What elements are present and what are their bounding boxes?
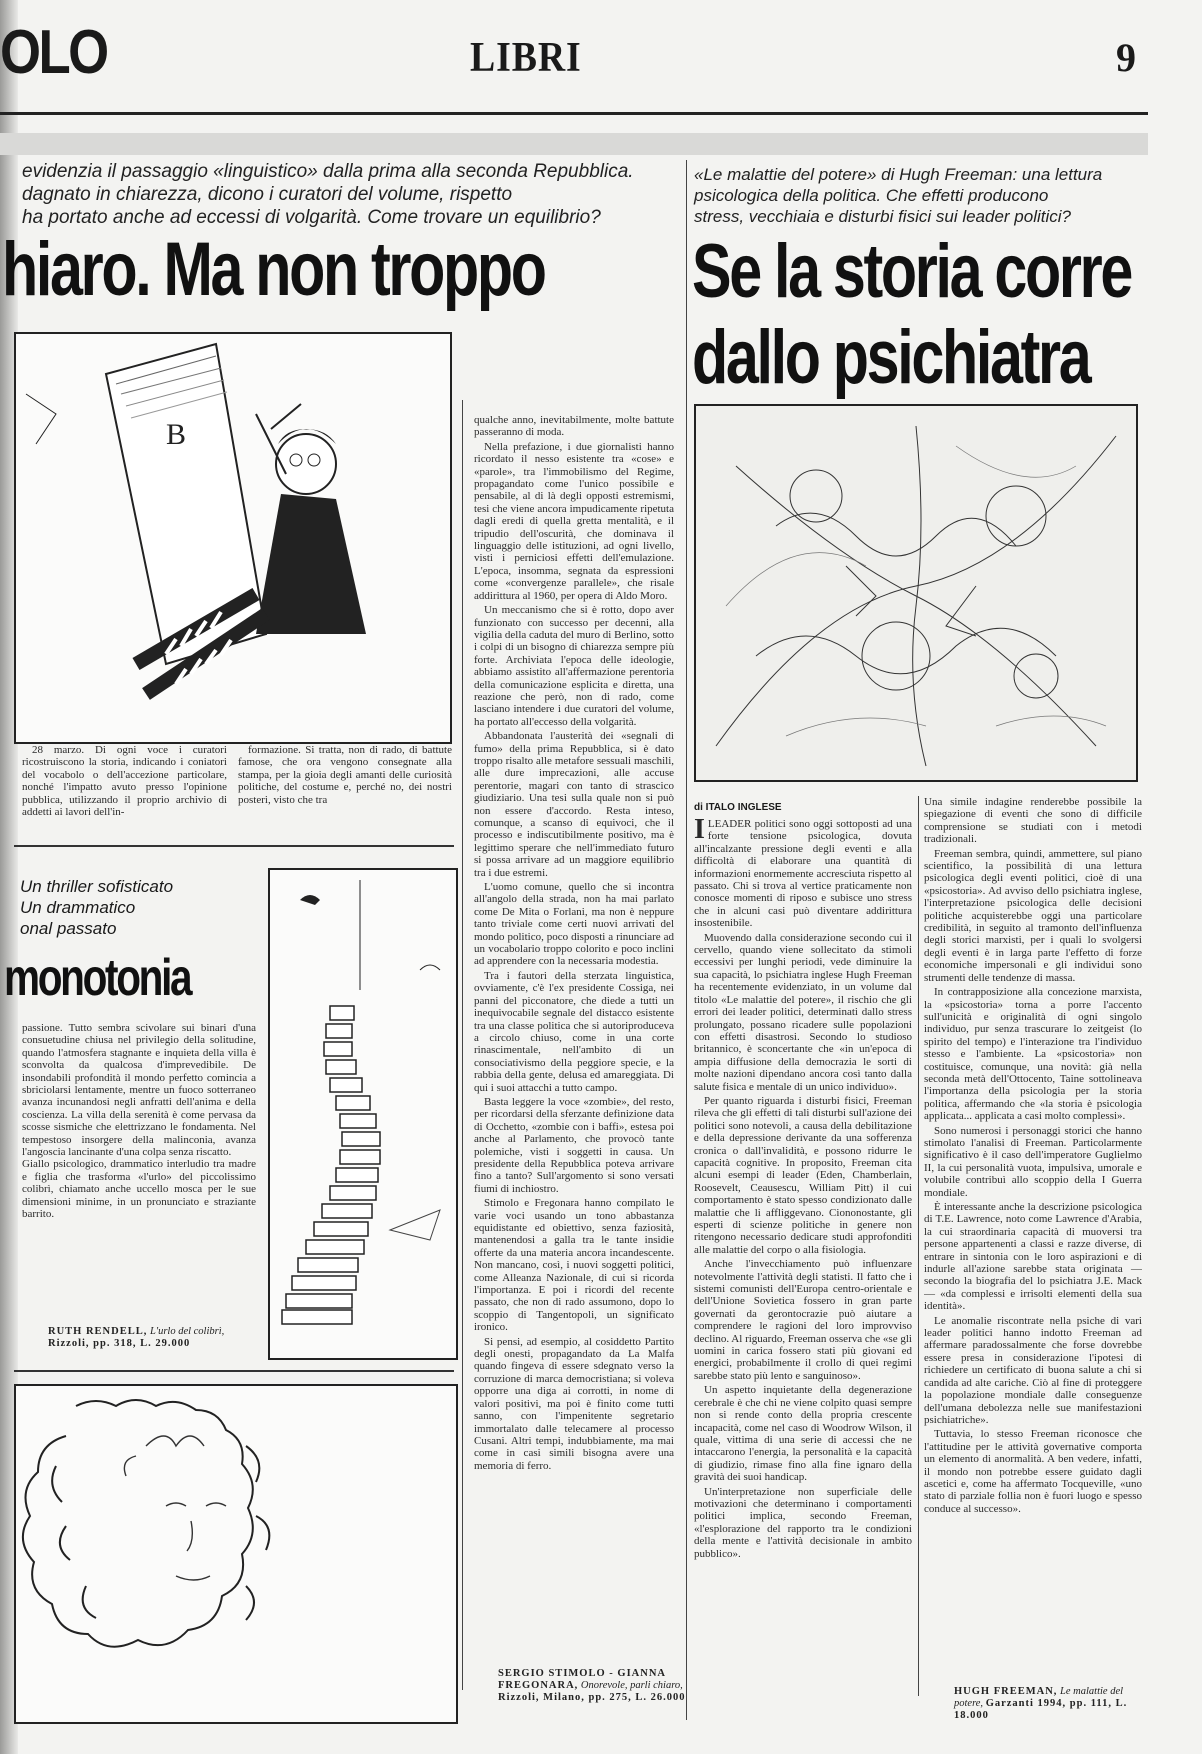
column-rule <box>686 160 687 1720</box>
engraving-drawing <box>696 406 1136 780</box>
kicker-line: ha portato anche ad eccessi di volgarità. Come trovare un equilibrio? <box>22 207 601 228</box>
paragraph: È interessante anche la descrizione psicologica di T.E. Lawrence, noto come Lawrence d'Arabia, la cui straordinaria capacità di muoversi tra persone appartenenti a classi e razze diverse, di entrare in sintonia con le loro aspirazioni e di indurle all'azione sarebbe stata originata — secondo la biografia del lo psichiatra J.E. Mack — «da complessi e irrisolti elementi della sua identità». <box>924 1201 1142 1313</box>
paragraph: Le anomalie riscontrate nella psiche di vari leader politici hanno indotto Freeman ad affermare paradossalmente che forse dovrebbe essere presa in considerazione l'ipotesi di richiedere un certificato di buona salute a chi si candida ad alte cariche. Ciò al fine di proteggere la popolazione mondiale dalle conseguenze dell'umana debolezza nelle sue manifestazioni psichiatriche». <box>924 1314 1142 1426</box>
drop-cap: I <box>694 818 705 845</box>
woman-drawing <box>16 1386 456 1722</box>
paragraph: Muovendo dalla considerazione secondo cui il cervello, quando viene sollecitato da stimoli eccessivi per lunghi periodi, vede diminuire la sua capacità, lo psichiatra inglese Hugh Freeman ha recentemente evidenziato, in un volume dal titolo «Le malattie del potere», il rischio che gli errori dei leader politici, determinati dallo stress prolungato, possano ricadere sulle popolazioni con effetti disastrosi. Secondo lo studioso britannico, è sconcertante che «in un'epoca di ampia diffusione della democrazia le sorti di molte nazioni dipendano ancora così tanto dalla salute fisica e mentale di un unico individuo». <box>694 931 912 1093</box>
divider <box>14 845 454 847</box>
credit-details: Rizzoli, Milano, pp. 275, L. 26.000 <box>498 1692 686 1703</box>
bird-staircase-illustration <box>268 868 458 1360</box>
byline: di ITALO INGLESE <box>694 802 782 813</box>
left-col1 <box>22 744 227 832</box>
right-col1 <box>694 818 912 1724</box>
credit-authors: RUTH RENDELL, <box>48 1326 148 1337</box>
kicker-line: dagnato in chiarezza, dicono i curatori del volume, rispetto <box>22 184 513 205</box>
column-rule <box>462 400 463 1690</box>
paragraph: Abbandonata l'austerità dei «segnali di fumo» della prima Repubblica, si è dato troppo risalto alle metafore sessuali maschili, alle dure imprecazioni, alle accuse perentorie, magari con tanto di strascico giudiziario. Una tesi sulla quale non si può non essere d'accordo. Resta inteso, comunque, a scanso di equivoci, che il processo e indiscutibilmente positivo, ma è legittimo sperare che nell'immediato futuro si possa arrivare ad un maggiore equilibrio tra i due estremi. <box>474 730 674 879</box>
paragraph: 28 marzo. Di ogni voce i curatori ricostruiscono la storia, indicando i coniatori del vocabolo o dell'accezione particolare, nonché l'impatto avuto presso l'opinione pubblica, utilizzando il proprio archivio di addetti ai lavori dell'in- <box>22 744 227 819</box>
right-headline-line1: Se la storia corre <box>692 229 1131 314</box>
left-headline: hiaro. Ma non troppo <box>2 227 545 312</box>
right-kicker <box>694 164 1144 227</box>
left-col3 <box>474 414 674 1666</box>
mid-kicker <box>20 876 280 939</box>
mid-col <box>22 1022 256 1312</box>
svg-text:B: B <box>166 418 187 451</box>
right-headline-line2: dallo psichiatra <box>692 315 1090 400</box>
credit-details: Rizzoli, pp. 318, L. 29.000 <box>48 1338 191 1349</box>
paragraph: Sono numerosi i personaggi storici che hanno stimolato l'analisi di Freeman. Particolarmente significativo è il caso dell'imperatore Guglielmo II, la cui personalità vuota, impulsiva, umorale e volubile contribuì allo scoppio della I Guerra mondiale. <box>924 1124 1142 1199</box>
paragraph: Si pensi, ad esempio, al cosiddetto Partito degli onesti, propagandato da La Malfa quando fingeva di essere sdegnato verso la corruzione di marca democristiana; si voleva opporre una diga ai corrotti, in nome di valori positivi, ma poi è finito come tutti sanno, con l'impenitente segretario immortalato dalle telecamere al processo Cusani. Altri tempi, indubbiamente, ma mai come in casi simili bisogna avere una memoria di ferro. <box>474 1335 674 1472</box>
credit-authors: HUGH FREEMAN, <box>954 1686 1058 1697</box>
kicker-line: Un drammatico <box>20 898 136 917</box>
tangled-figures-engraving <box>694 404 1138 782</box>
column-rule <box>918 796 919 1696</box>
mid-credit <box>48 1326 258 1350</box>
section-title: LIBRI <box>470 35 582 81</box>
paragraph: Stimolo e Fregonara hanno compilato le varie voci usando un tono abbastanza equidistante ed obiettivo, senza faziosità, mantenendosi a galla tra le tante insidie offerte da una materia ancora incandescente. Non mancano, così, i nuovi soggetti politici, come Alleanza Nazionale, di cui si ricorda l'importanza. E poi i ricordi del recente passato, che non di rado assumono, dopo lo scoppio di Tangentopoli, un significato ironico. <box>474 1197 674 1334</box>
paragraph: Nella prefazione, i due giornalisti hanno ricordato il nesso esistente tra «cose» e «parole», tra l'immobilismo del Regime, propagandato come l'unico possibile e pensabile, al di là degli opposti estremismi, tesi che viene ancora impudicamente ripetuta dagli eredi di quella gretta mentalità, e il tripudio dell'oscurità, che dominava il linguaggio delle istituzioni, ad ogni livello, visti i perniciosi effetti dell'emulazione. L'epoca, insomma, segnata da espressioni come «convergenze parallele», che risale addirittura al 1960, per opera di Aldo Moro. <box>474 440 674 602</box>
credit-title: L'urlo del colibrì, <box>149 1326 225 1337</box>
left-credit <box>498 1668 686 1704</box>
paragraph: Per quanto riguarda i disturbi fisici, Freeman rileva che gli effetti di tali disturbi sull'azione dei politici sono notevoli, a causa della debilitazione e della depressione derivante da una sofferenza cronica o dall'invalidità, e possono ridurre le capacità cognitive. In proposito, Freeman cita alcuni esempi di leader (Eden, Chamberlain, Roosevelt, Ceausescu, William Pitt) il cui comportamento è stato spesso condizionato dalle malattie che li affliggevano. Ciononostante, gli esperti di scienze politiche in genere non ritengono necessario dedicare studi approfonditi alle malattie del corpo o alla fisiologia. <box>694 1094 912 1256</box>
book-reader-illustration <box>14 332 452 744</box>
paragraph: Freeman sembra, quindi, ammettere, sul piano scientifico, la possibilità di una lettura psicologica degli eventi politici, cioè di una «psicostoria». Ad avviso dello psichiatra inglese, l'interpretazione psicologica delle decisioni politiche acquisterebbe oggi una particolare credibilità, in seguito al tramonto dell'influenza degli storici marxisti, per i quali lo svolgersi degli eventi è in larga parte l'effetto di forze economiche impersonali e gli individui sono strumenti delle tendenze di massa. <box>924 847 1142 984</box>
left-kicker <box>22 160 662 229</box>
kicker-line: stress, vecchiaia e disturbi fisici sui leader politici? <box>694 207 1071 226</box>
paragraph: In contrapposizione alla concezione marxista, la «psicostoria» torna a porre l'accento sull'unicità e originalità di ogni singolo individuo, pur senza trascurare lo zeitgeist (lo spirito del tempo) e l'interazione tra l'individuo stesso e l'ambiente. La «psicostoria» non costituisce, comunque, una novità: già nella seconda metà dell'Ottocento, Taine sottolineava l'importanza della psicologia per la storia politica, affermando che «la storia è psicologia applicata... applicata a casi molto complessi». <box>924 986 1142 1123</box>
paragraph: Una simile indagine renderebbe possibile la spiegazione di eventi che sono di difficile comprensione se studiati con i metodi tradizionali. <box>924 796 1142 846</box>
kicker-line: Un thriller sofisticato <box>20 877 174 896</box>
masthead-rule <box>0 112 1148 115</box>
credit-title: Onorevole, parli chiaro, <box>580 1680 683 1691</box>
masthead-logo: OLO <box>0 18 107 87</box>
grey-band <box>0 133 1148 155</box>
paragraph: Tuttavia, lo stesso Freeman riconosce che l'attitudine per le attività governative comporta un elemento di anormalità. A ben vedere, infatti, il mondo non potrebbe essere guidato dagli ascetici e, come ha affermato Tocqueville, «uno stato di parziale follia non è fuori luogo e spesso conduce al successo». <box>924 1428 1142 1515</box>
paragraph: qualche anno, inevitabilmente, molte battute passeranno di moda. <box>474 414 674 439</box>
credit-authors: SERGIO STIMOLO - GIANNA FREGONARA, <box>498 1668 666 1691</box>
paragraph: LEADER politici sono oggi sottoposti ad una forte tensione psicologica, dovuta all'incalzante pressione degli eventi e alla difficoltà di elaborare una quantità di informazioni enormemente accresciuta rispetto al passato. Chi si trova al vertice praticamente non conosce momenti di riposo e subisce uno stress che in alcuni casi può diventare addirittura insostenibile. <box>694 818 912 930</box>
paragraph: Un meccanismo che si è rotto, dopo aver funzionato con successo per decenni, alla vigilia della caduta del muro di Berlino, sotto i colpi di un bisogno di chiarezza sempre più forte. Archiviata l'epoca delle ideologie, abbiamo assistito all'affermazione perentoria della comunicazione esplicita e diretta, una reazione che però, non di rado, come lasciano intendere i due curatori del volume, ha portato all'eccesso della volgarità. <box>474 604 674 728</box>
credit-title: Le malattie del potere, <box>954 1686 1124 1709</box>
paragraph: Un aspetto inquietante della degenerazione cerebrale è che chi ne viene colpito quasi sempre non si rende conto della propria crescente incapacità, come nel caso di Woodrow Wilson, il quale, vittima di una serie di accessi che ne intaccarono l'energia, la personalità e la capacità di giudizio, rimase fino alla fine ignaro della gravità dei suoi handicap. <box>694 1384 912 1484</box>
kicker-line: psicologica della politica. Che effetti producono <box>694 186 1049 205</box>
divider <box>14 1370 454 1372</box>
paragraph: Tra i fautori della sterzata linguistica, ovviamente, c'è l'ex presidente Cossiga, nei panni del picconatore, che diede a tutti un inequivocabile segnale del distacco esistente tra una classe politica che si autoriproduceva a circolo chiuso, come in una corte rinascimentale, nell'ambito di un consociativismo della peggiore specie, e la rabbia della gente, delusa ed amareggiata. Di qui i suoi attacchi a tutto campo. <box>474 969 674 1094</box>
right-col2 <box>924 796 1142 1680</box>
credit-details: Garzanti 1994, pp. 111, L. 18.000 <box>954 1698 1128 1721</box>
paragraph: Basta leggere la voce «zombie», del resto, per ricordarsi della sferzante definizione data di Occhetto, «zombie con i baffi», estesa poi anche al Parlamento, che provocò tante polemiche, visti i soggetti in causa. Un presidente della Repubblica poteva arrivare fino a tanto? Sull'argomento si sono versati fiumi di inchiostro. <box>474 1095 674 1195</box>
right-credit <box>954 1686 1140 1722</box>
paragraph: passione. Tutto sembra scivolare sui binari d'una consuetudine chiusa nel privilegio della solitudine, quando l'atmosfera stagnante e inquieta della villa è sconvolta da qualcosa d'imprevedibile. De insondabili profondità il mondo perfetto comincia a sbriciolarsi lentamente, mentre un fuoco sotterraneo avanza incunandosi negli anfratti dell'anima e della coscienza. La villa della serenità è come pervasa da scosse sismiche che elettrizzano le fondamenta. Nel tempestoso insorgere della malinconia, avanza l'angoscia lancinante d'una colpa senza riscatto. Giallo psicologico, drammatico interludio tra madre e figlia che trasforma «l'urlo» del piccolissimo colibrì, chiamato anche uccello mosca per le sue dimensioni minime, in un pronunciato e straziante barrito. <box>22 1022 256 1221</box>
kicker-line: onal passato <box>20 919 117 938</box>
kicker-line: evidenzia il passaggio «linguistico» dalla prima alla seconda Repubblica. <box>22 161 634 182</box>
book-reader-drawing <box>16 334 450 742</box>
page-number: 9 <box>1116 35 1136 80</box>
mid-headline: monotonia <box>4 949 191 1007</box>
paragraph: Un'interpretazione non superficiale delle motivazioni che determinano i comportamenti politici implica, secondo Freeman, «l'esplorazione del rapporto tra le condizioni della mente e l'attività decisionale in ambito pubblico». <box>694 1485 912 1560</box>
paragraph: Anche l'invecchiamento può influenzare notevolmente l'attività degli statisti. Il fatto che i sistemi comunisti dell'Europa centro-orientale e dell'Unione Sovietica fossero in gran parte governati da gerontocrazie può aiutare a comprendere le ragioni del loro improvviso declino. Al riguardo, Freeman osserva che «se gli uomini in carica fossero stati più giovani ed energici, probabilmente il crollo di quei regimi sarebbe stato più lento e sanguinoso». <box>694 1258 912 1382</box>
left-col2 <box>238 744 452 832</box>
staircase-drawing <box>270 870 456 1358</box>
kicker-line: «Le malattie del potere» di Hugh Freeman: una lettura <box>694 165 1103 184</box>
paragraph: formazione. Si tratta, non di rado, di battute famose, che ora vengono consegnate alla stampa, per la gioia degli amanti delle curiosità politiche, del costume e, perché no, dei nostri posteri, visto che tra <box>238 744 452 806</box>
paragraph: L'uomo comune, quello che si incontra all'angolo della strada, non ha mai parlato come De Mita o Forlani, ma non è neppure tanto triviale come certi nuovi arrivati del mondo politico, poco disposti a rinunciare ad un vocabolario troppo colorito e poco inclini ad apprendere con la necessaria modestia. <box>474 881 674 968</box>
curly-hair-woman-illustration <box>14 1384 458 1724</box>
